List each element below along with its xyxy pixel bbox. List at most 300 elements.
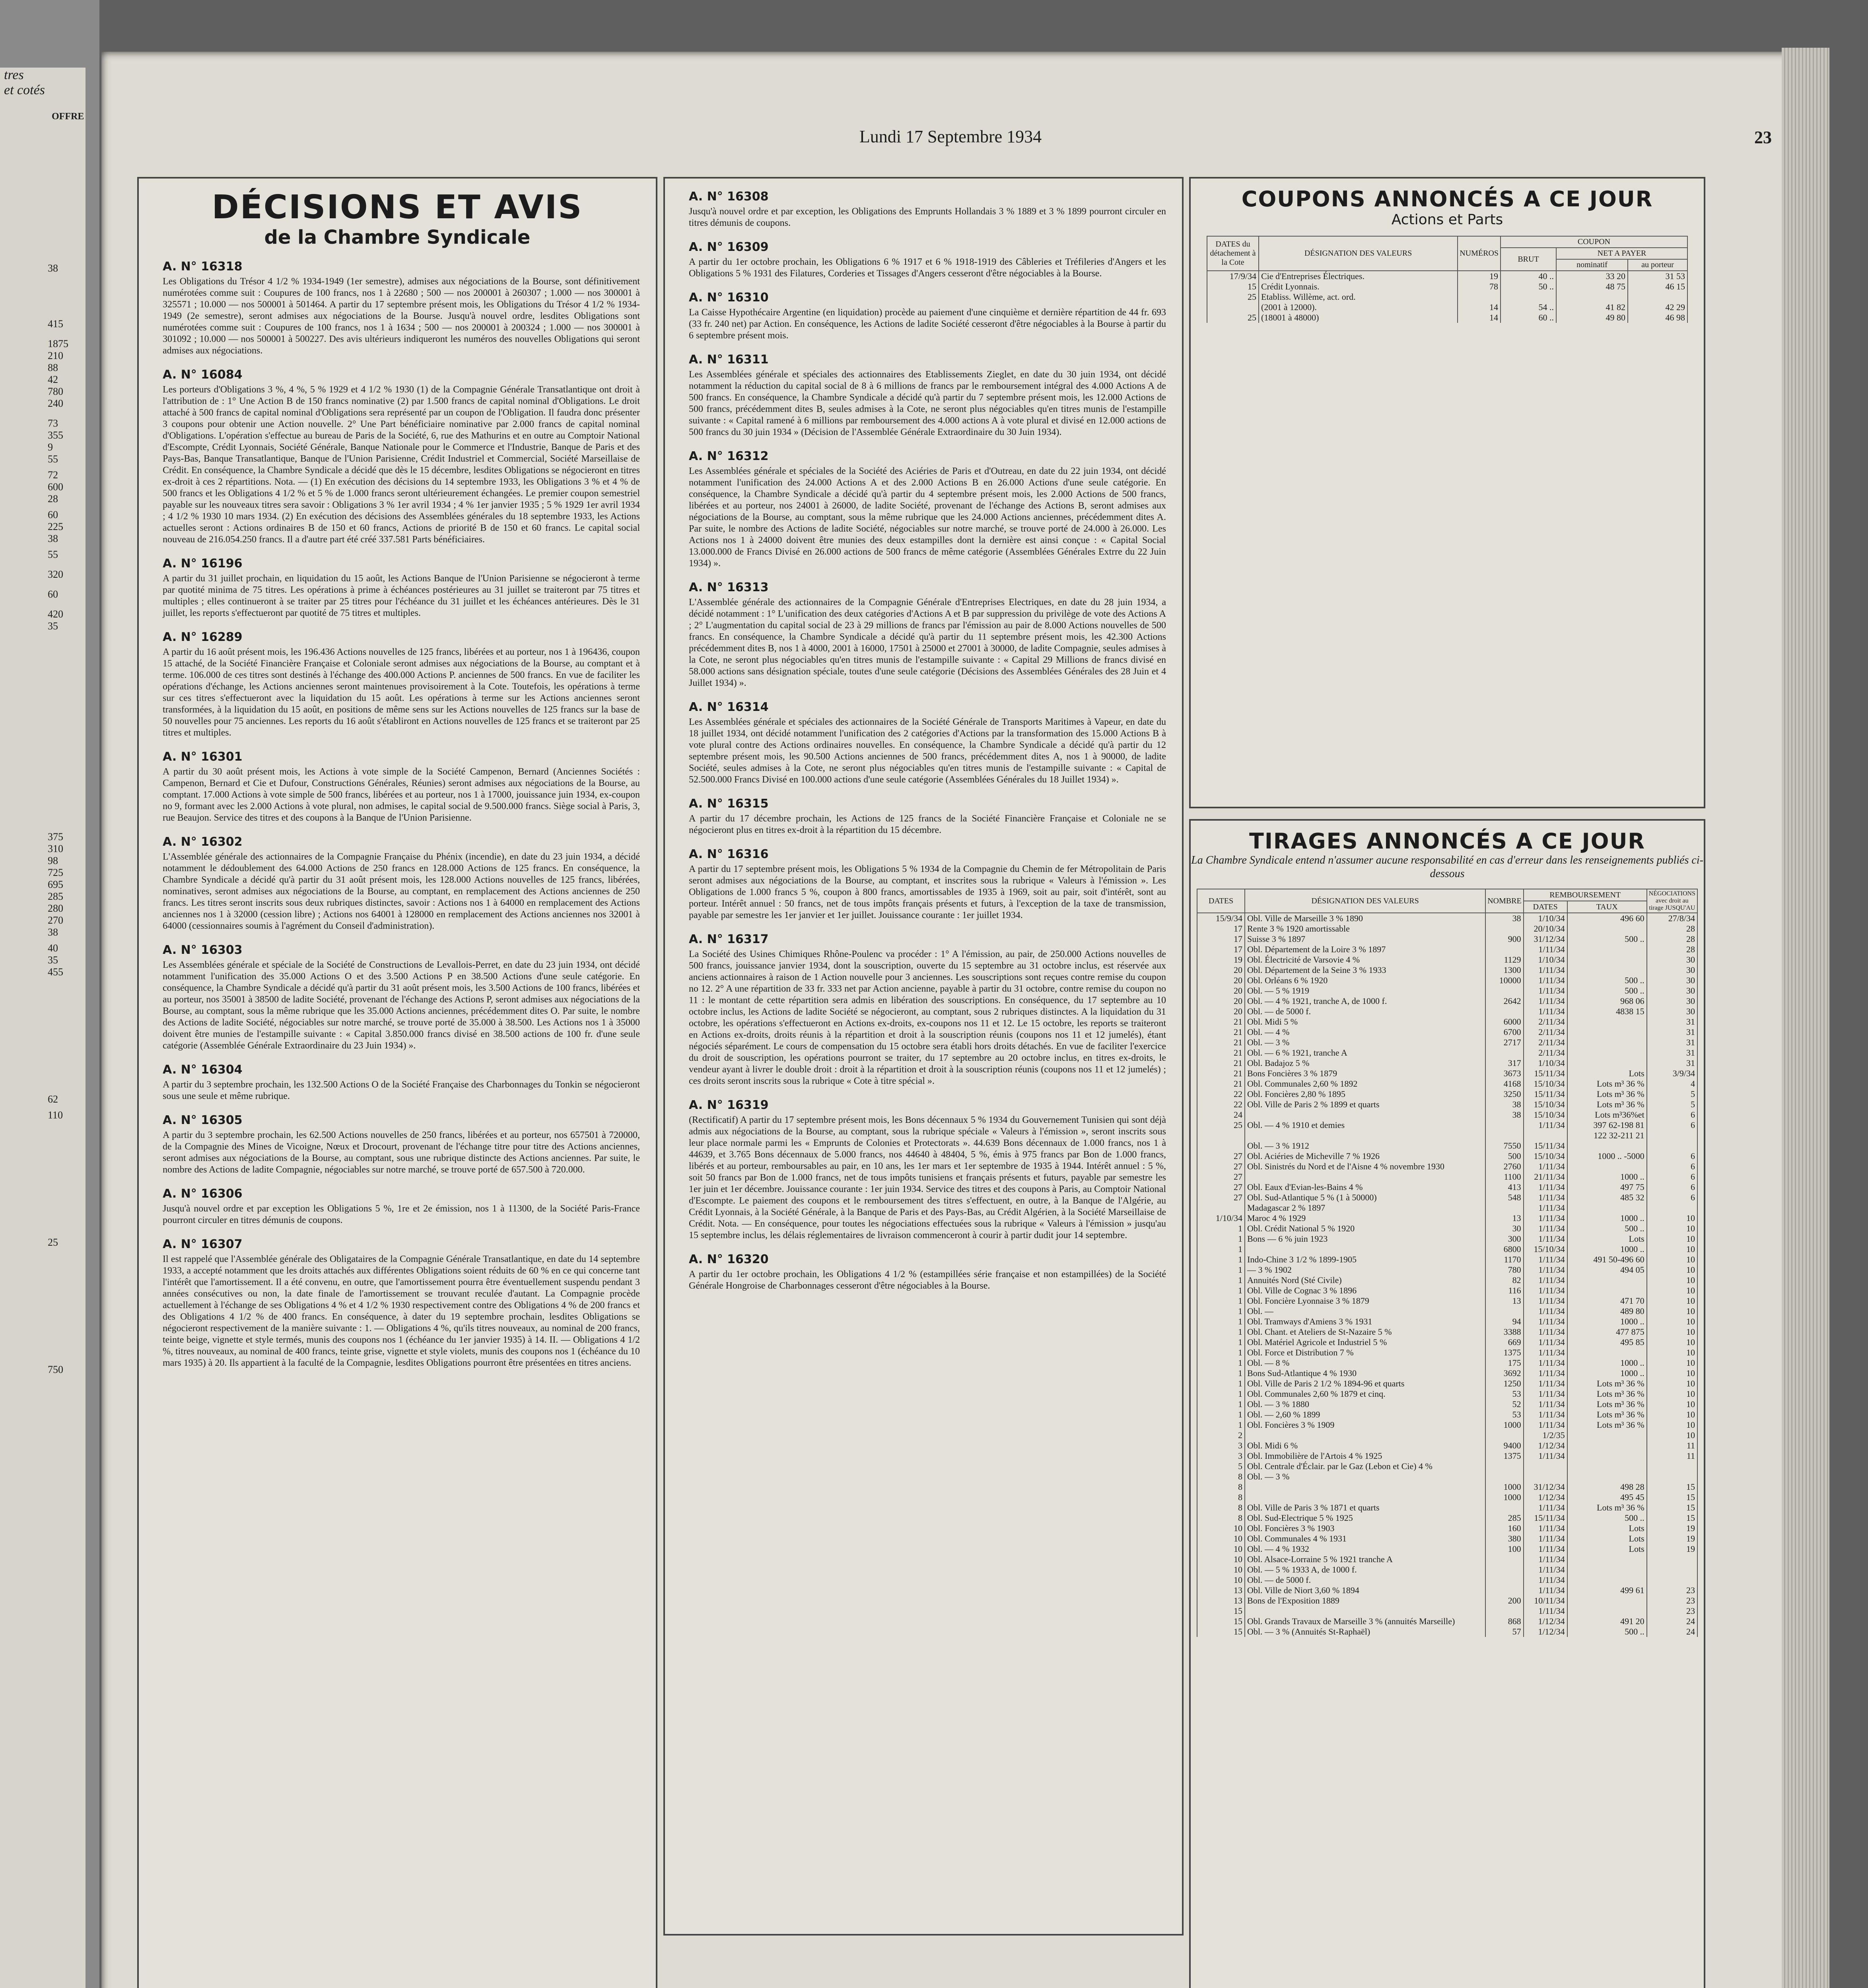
tirage-cell-neg [1647,1575,1697,1585]
tirage-cell-rdate: 1/11/34 [1524,1120,1567,1130]
tirage-cell-name: Annuités Nord (Sté Civile) [1245,1275,1485,1285]
middle-avis-list [665,190,1182,1292]
tirage-cell-rdate: 1/11/34 [1524,1192,1567,1203]
tirage-cell-name: Obl. Aciéries de Micheville 7 % 1926 [1245,1151,1485,1161]
tirage-cell-nombre [1485,1554,1524,1565]
tirages-header-dates: DATES [1197,889,1245,913]
avis-block [163,368,640,546]
tirage-cell-rdate: 15/10/34 [1524,1244,1567,1254]
tirages-header-remboursement: REMBOURSEMENT [1524,889,1647,901]
tirage-cell-name: Obl. Ville de Cognac 3 % 1896 [1245,1285,1485,1296]
avis-block [689,700,1166,786]
tirage-cell-name [1245,1110,1485,1120]
tirage-cell-date: 27 [1197,1161,1245,1172]
avis-text: A partir du 16 août présent mois, les 196.436 Actions nouvelles de 125 francs, libérées et au porteur, nos 1 à 196436, coupon 15 attaché, de la Société Financière Française et Coloniale seront admises aux négociations de la Bourse, au comptant et à terme. 106.000 de ces titres sont destinés à l'échange des 400.000 Actions P. anciennes de 500 francs. En vue de faciliter les opérations d'échange, les Actions anciennes seront maintenues provisoirement à la Cote. Toutefois, les opérations à terme sur ces titres s'effectueront avec la liquidation du 15 août. Les opérations à terme sur les Actions anciennes seront transformées, à la liquidation du 15 août, en positions de même sens sur les Actions nouvelles de 125 francs sur la base de 50 nouvelles pour 75 anciennes. Les reports du 16 août s'établiront en Actions nouvelles de 125 francs et se traiteront par 25 titres et multiples. [163,647,640,738]
prev-page-number: 35 [48,954,58,966]
tirage-cell-name: Obl. — 4 % 1910 et demies [1245,1120,1485,1130]
tirage-cell-name [1245,1430,1485,1441]
tirage-row [1197,1120,1697,1130]
tirage-cell-taux: 485 32 [1567,1192,1647,1203]
tirage-cell-rdate: 15/10/34 [1524,1151,1567,1161]
coupon-cell-date: 25 [1207,292,1259,302]
tirage-cell-neg: 10 [1647,1316,1697,1327]
tirage-cell-neg: 10 [1647,1430,1697,1441]
coupon-cell-nominatif: 41 82 [1556,302,1628,313]
tirage-cell-name: Obl. Ville de Marseille 3 % 1890 [1245,913,1485,924]
tirage-cell-neg: 10 [1647,1337,1697,1347]
tirage-cell-date: 10 [1197,1544,1245,1554]
tirage-cell-neg: 30 [1647,1006,1697,1017]
tirage-row [1197,1430,1697,1441]
tirages-table [1197,889,1698,1637]
coupon-cell-num: 14 [1458,302,1501,313]
tirage-row [1197,1223,1697,1234]
prev-page-number: 73 [48,417,58,429]
tirage-cell-date: 22 [1197,1089,1245,1099]
tirage-row [1197,1523,1697,1534]
tirage-cell-name: Obl. — 3 % [1245,1472,1485,1482]
tirage-cell-nombre: 900 [1485,934,1524,944]
tirage-cell-nombre: 3692 [1485,1368,1524,1378]
tirage-cell-neg: 28 [1647,934,1697,944]
tirage-cell-name: Obl. Foncière Lyonnaise 3 % 1879 [1245,1296,1485,1306]
prev-page-number: 225 [48,521,63,532]
tirage-row [1197,1079,1697,1089]
tirage-cell-date: 1 [1197,1378,1245,1389]
tirage-cell-rdate: 1/11/34 [1524,1306,1567,1316]
avis-block [163,1237,640,1369]
prev-page-number: 55 [48,549,58,560]
tirage-cell-rdate: 15/11/34 [1524,1068,1567,1079]
avis-text: A partir du 3 septembre prochain, les 62.500 Actions nouvelles de 250 francs, libérées et au porteur, nos 657501 à 720000, de la Compagnie des Mines de Vicoigne, Nœux et Drocourt, provenant de l'échange titre pour titre des Actions anciennes, seront admises aux négociations de la Bourse, au comptant, sous une rubrique distincte des Actions anciennes. Par suite, le nombre des Actions de ladite Compagnie, négociables sur notre marché, se trouve porté de 657.500 à 720.000. [163,1130,640,1175]
tirage-cell-nombre [1485,1575,1524,1585]
avis-block [689,797,1166,836]
tirage-cell-nombre: 116 [1485,1285,1524,1296]
tirage-row [1197,975,1697,986]
tirage-cell-taux: Lots m³ 36 % [1567,1389,1647,1399]
tirage-row [1197,1565,1697,1575]
tirages-title: TIRAGES ANNONCÉS A CE JOUR [1249,829,1646,854]
prev-page-number: 240 [48,398,63,409]
tirage-cell-rdate: 1/11/34 [1524,1182,1567,1192]
tirage-cell-nombre [1485,1006,1524,1017]
tirage-cell-date: 10 [1197,1554,1245,1565]
tirage-cell-neg: 10 [1647,1234,1697,1244]
tirage-cell-nombre: 10000 [1485,975,1524,986]
tirage-cell-taux: 122 32-211 21 [1567,1130,1647,1141]
tirage-cell-date: 8 [1197,1492,1245,1503]
coupon-cell-date: 15 [1207,282,1259,292]
avis-text: Les Assemblées générale et spéciales des actionnaires de la Société Générale de Transports Maritimes à Vapeur, en date du 18 juillet 1934, ont décidé notamment l'unification des 2 catégories d'Actions par la transformation des 15.000 Actions B à vote plural contre des Actions ordinaires nouvelles. En conséquence, la Chambre Syndicale a décidé qu'à partir du 12 septembre présent mois, les 90.500 Actions anciennes de 500 francs, précédemment dites A, nos 1 à 90000, de ladite Société, seules admises à la Cote, ne seront plus négociables qu'en titres munis de l'estampille suivante : « Capital de 52.500.000 Francs Divisé en 100.000 actions d'une seule catégorie (Assemblées Générales du 18 Juillet 1934) ». [689,717,1166,785]
prev-page-number: 38 [48,926,58,938]
tirage-cell-taux [1567,1554,1647,1565]
tirage-cell-nombre [1485,1430,1524,1441]
tirage-cell-taux: 495 45 [1567,1492,1647,1503]
coupon-cell-date: 17/9/34 [1207,271,1259,282]
avis-number: A. N° 16304 [163,1063,243,1077]
tirage-cell-nombre: 7550 [1485,1141,1524,1151]
tirage-cell-nombre: 413 [1485,1182,1524,1192]
tirage-cell-name: Obl. — 3 % (Annuités St-Raphaël) [1245,1627,1485,1637]
tirage-cell-rdate: 1/11/34 [1524,1420,1567,1430]
tirage-row [1197,1503,1697,1513]
tirage-row [1197,1513,1697,1523]
tirage-cell-date: 8 [1197,1503,1245,1513]
tirage-row [1197,1172,1697,1182]
tirage-cell-name [1245,1482,1485,1492]
tirage-cell-rdate: 31/12/34 [1524,1482,1567,1492]
coupon-cell-name: (18001 à 48000) [1259,313,1458,323]
tirage-cell-neg: 6 [1647,1172,1697,1182]
tirage-cell-name: Bons Foncières 3 % 1879 [1245,1068,1485,1079]
avis-text: Les Assemblées générale et spéciale de la Société de Constructions de Levallois-Perret, en date du 23 juin 1934, ont décidé notamment l'unification des 35.000 Actions O et des 3.500 Actions P en 38.500 Actions d'une seule catégorie. En conséquence, la Chambre Syndicale a décidé qu'à partir du 31 août présent mois, les 3.500 Actions de 100 francs, libérées et au porteur, nos 35001 à 38500 de ladite Société, provenant de l'échange des Actions P, seront admises aux négociations de la Bourse, au comptant, sous la même rubrique que les 35.000 Actions anciennes, précédemment dites O. Par suite, le nombre des Actions de ladite Société, négociables sur notre marché, se trouve porté de 35.000 à 38.500. Les Actions nos 1 à 35000 doivent être munies de l'estampille suivante : « Capital 3.850.000 francs divisé en 38.500 actions de 100 fr. d'une seule catégorie (Assemblée Générale Extraordinaire du 23 Juin 1934) ». [163,960,640,1051]
tirage-cell-taux [1567,1141,1647,1151]
coupon-cell-brut: 60 .. [1501,313,1556,323]
tirage-cell-nombre: 6800 [1485,1244,1524,1254]
tirage-cell-nombre: 1250 [1485,1378,1524,1389]
tirage-cell-taux: Lots m³ 36 % [1567,1503,1647,1513]
tirage-cell-date: 1 [1197,1368,1245,1378]
prev-page-number: 320 [48,569,63,580]
tirage-cell-rdate [1524,1130,1567,1141]
tirage-cell-rdate: 21/11/34 [1524,1172,1567,1182]
coupon-cell-num: 78 [1458,282,1501,292]
tirage-cell-name: Obl. — de 5000 f. [1245,1575,1485,1585]
tirage-row [1197,1461,1697,1472]
tirage-cell-nombre: 53 [1485,1389,1524,1399]
tirage-cell-date: 1 [1197,1409,1245,1420]
avis-block [689,1252,1166,1292]
prev-page-number: 725 [48,867,63,878]
tirage-cell-rdate: 1/2/35 [1524,1430,1567,1441]
tirage-cell-taux [1567,1565,1647,1575]
prev-page-number: 695 [48,879,63,890]
tirage-cell-neg: 31 [1647,1048,1697,1058]
tirage-row [1197,1554,1697,1565]
tirage-row [1197,1161,1697,1172]
prev-page-number: 750 [48,1364,63,1375]
tirage-cell-nombre [1485,1120,1524,1130]
avis-text: Les porteurs d'Obligations 3 %, 4 %, 5 % 1929 et 4 1/2 % 1930 (1) de la Compagnie Générale Transatlantique ont droit à l'attribution de : 1° Une Action B de 150 francs nominative (2) par 1.500 francs de capital nominal d'Obligations. Le droit attaché à 500 francs de capital nominal d'Obligations sera représenté par un coupon de l'Obligation. Il faudra donc présenter 3 coupons pour obtenir une Action nouvelle. 2° Une Part bénéficiaire nominative par 2.000 francs de capital nominal d'Obligations. L'opération s'effectue au bureau de Paris de la Société, 6, rue des Mathurins et en outre au Comptoir National d'Escompte, Crédit Lyonnais, Société Générale, Banque Nationale pour le Commerce et l'Industrie, Banque de Paris et des Pays-Bas, Banque Transatlantique, Banque de l'Union Parisienne, Crédit Industriel et Commercial, Société Marseillaise de Crédit. En conséquence, la Chambre Syndicale a décidé que dès le 15 décembre, lesdites Obligations se négocieront en titres ex-droit à ces 2 répartitions. Nota. — (1) En exécution des décisions du 14 septembre 1933, les Obligations 3 % et 4 % de 500 francs et les Obligations 4 1/2 % et 5 % de 1.000 francs seront ultérieurement échangées. Le premier coupon semestriel payable sur les nouveaux titres sera savoir : Obligations 3 % 1er avril 1934 ; 4 % 1er janvier 1935 ; 5 % 1929 1er avril 1934 ; 4 1/2 % 1930 10 mars 1934. (2) En exécution des décisions des Assemblées générales du 18 septembre 1933, les Actions actuelles seront : Actions ordinaires B de 150 et 60 francs, Actions de priorité B de 150 et 60 francs. Le capital social nouveau de 216.054.250 francs. Il a d'autre part été créé 337.581 Parts bénéficiaires. [163,384,640,545]
tirage-cell-neg: 3/9/34 [1647,1068,1697,1079]
prev-page-number: 42 [48,374,58,385]
tirage-cell-name: Obl. Département de la Seine 3 % 1933 [1245,965,1485,975]
tirage-cell-rdate: 1/11/34 [1524,1358,1567,1368]
tirage-cell-taux: 491 20 [1567,1616,1647,1627]
tirage-row [1197,1327,1697,1337]
tirage-row [1197,1265,1697,1275]
tirage-cell-name: Indo-Chine 3 1/2 % 1899-1905 [1245,1254,1485,1265]
tirage-cell-nombre [1485,1585,1524,1596]
tirage-cell-name: Bons — 6 % juin 1923 [1245,1234,1485,1244]
tirage-cell-neg: 31 [1647,1027,1697,1037]
tirage-cell-taux [1567,1430,1647,1441]
tirage-cell-date: 1 [1197,1296,1245,1306]
tirage-cell-taux: 1000 .. [1567,1316,1647,1327]
prev-page-number: 40 [48,942,58,954]
tirage-cell-nombre: 285 [1485,1513,1524,1523]
tirage-cell-name [1245,1492,1485,1503]
avis-number: A. N° 16301 [163,750,243,764]
tirage-cell-name: Obl. — de 5000 f. [1245,1006,1485,1017]
tirage-cell-name: Rente 3 % 1920 amortissable [1245,924,1485,934]
tirage-cell-neg: 10 [1647,1389,1697,1399]
tirage-cell-name: Obl. Foncières 3 % 1903 [1245,1523,1485,1534]
tirage-cell-name: Obl. Électricité de Varsovie 4 % [1245,955,1485,965]
avis-block [163,1113,640,1176]
avis-number: A. N° 16318 [163,260,243,274]
avis-text: La Société des Usines Chimiques Rhône-Poulenc va procéder : 1° A l'émission, au pair, de 250.000 Actions nouvelles de 500 francs, jouissance janvier 1934, dont la souscription, ouverte du 15 septembre au 31 octobre inclus, est réservée aux anciens actionnaires à raison de 1 Action nouvelle pour 3 anciennes. Les souscriptions sont reçues contre remise du coupon no 12. 2° A une répartition de 33 fr. 333 net par Action ancienne, payable à partir du 31 octobre, contre remise du coupon no 11 : le montant de cette répartition sera admis en libération des souscriptions. En conséquence, du 17 septembre au 10 octobre inclus, les Actions de ladite Société se négocieront, au comptant, sous 2 rubriques distinctes. A la liquidation du 31 octobre, les opérations s'effectueront en Actions ex-droits, ex-coupons nos 11 et 12. Le 15 octobre, les reports se traiteront en Actions ex-droits, droits réunis à la répartition et droit à la souscription réunis (coupons nos 11 et 12 jumelés), étant négociés séparément. Le cours de compensation du 15 octobre sera établi hors droits détachés. En vue de faciliter l'exercice du droit de souscription, les opérations pourront se traiter, du 17 septembre au 20 octobre inclus, en titres ex-droits, le vendeur ayant à livrer le double droit : droit à la répartition et droit à la souscription réunis (coupons nos 11 et 12 jumelés) ; ces droits seront inscrits sous la rubrique « Cote à titre spécial ». [689,949,1166,1086]
tirage-cell-neg: 10 [1647,1409,1697,1420]
coupons-header-net: NET A PAYER [1556,248,1687,259]
prev-column-header: OFFRE [52,111,84,122]
tirage-cell-date: 10 [1197,1565,1245,1575]
prev-page-number: 270 [48,914,63,926]
tirage-cell-date: 1 [1197,1306,1245,1316]
tirage-cell-neg: 27/8/34 [1647,913,1697,924]
tirage-cell-date: 1 [1197,1234,1245,1244]
page-number: 23 [1754,128,1772,147]
tirage-cell-nombre: 1100 [1485,1172,1524,1182]
prev-page-number: 9 [48,441,53,453]
tirage-cell-name: Obl. Ville de Niort 3,60 % 1894 [1245,1585,1485,1596]
tirage-cell-neg: 6 [1647,1151,1697,1161]
tirage-cell-neg: 10 [1647,1378,1697,1389]
coupons-table [1207,236,1688,323]
tirage-cell-nombre [1485,1048,1524,1058]
tirage-cell-rdate: 1/11/34 [1524,1347,1567,1358]
tirage-cell-neg [1647,1130,1697,1141]
tirage-row [1197,1378,1697,1389]
tirage-cell-neg: 15 [1647,1482,1697,1492]
tirage-cell-date: 27 [1197,1182,1245,1192]
tirage-cell-nombre: 160 [1485,1523,1524,1534]
avis-number: A. N° 16315 [689,797,769,811]
tirage-cell-taux [1567,1596,1647,1606]
tirage-cell-date: 1 [1197,1285,1245,1296]
tirage-row [1197,913,1697,924]
tirage-cell-taux: 477 875 [1567,1327,1647,1337]
tirage-cell-neg: 10 [1647,1306,1697,1316]
avis-text: L'Assemblée générale des actionnaires de la Compagnie Française du Phénix (incendie), en date du 23 juin 1934, a décidé notamment le dédoublement des 64.000 Actions de 250 francs en 128.000 Actions de 125 francs. En conséquence, la Chambre Syndicale a décidé qu'à partir du 31 août présent mois, les 128.000 Actions nouvelles de 125 francs, libérées, nominatives, seront admises aux négociations de la Bourse, au comptant, en remplacement des Actions anciennes de 250 francs. Les titres seront inscrits sous deux rubriques distinctes, savoir : Actions nos 1 à 64000 en remplacement des Actions anciennes nos 1 à 32000 (cession libre) ; Actions nos 64001 à 128000 en remplacement des Actions anciennes nos 32001 à 64000 (cessionnaires soumis à l'agrément du Conseil d'administration). [163,852,640,931]
tirage-cell-date: 17 [1197,934,1245,944]
tirage-cell-taux: 500 .. [1567,934,1647,944]
tirage-cell-nombre [1485,1503,1524,1513]
tirage-row [1197,1420,1697,1430]
tirage-row [1197,1037,1697,1048]
avis-text: A partir du 31 juillet prochain, en liquidation du 15 août, les Actions Banque de l'Union Parisienne se négocieront à terme par quotité minima de 75 titres. Les opérations à prime à échéances postérieures au 31 juillet se traiteront par 75 titres et multiples ; elles continueront à se traiter par 25 titres pour l'échéance du 31 juillet et les échéances antérieures. Dès le 31 juillet, les reports s'effectueront par quotité de 75 titres et multiples. [163,573,640,618]
middle-column [663,177,1184,1936]
tirage-cell-taux: 489 80 [1567,1306,1647,1316]
tirage-cell-neg [1647,1461,1697,1472]
decisions-list [139,260,656,1369]
tirage-cell-date: 21 [1197,1068,1245,1079]
tirage-cell-rdate: 1/11/34 [1524,986,1567,996]
tirage-cell-neg: 10 [1647,1347,1697,1358]
tirage-cell-taux: 498 28 [1567,1482,1647,1492]
tirage-cell-name: — 3 % 1902 [1245,1265,1485,1275]
tirage-row [1197,1110,1697,1120]
tirage-cell-rdate: 1/11/34 [1524,1368,1567,1378]
tirage-cell-taux [1567,1203,1647,1213]
tirage-cell-nombre: 9400 [1485,1441,1524,1451]
tirage-cell-date: 27 [1197,1151,1245,1161]
avis-text: Les Assemblées générale et spéciales des actionnaires des Etablissements Zieglet, en date du 30 juin 1934, ont décidé notamment la réduction du capital social de 8 à 6 millions de francs par le remboursement intégral des 4.000 Actions A de 500 francs. En conséquence, la Chambre Syndicale a décidé qu'à partir du 7 septembre présent mois, les 12.000 Actions de 500 francs, précédemment dites B, seules admises à la Cote, ne seront plus négociables qu'en titres munis de l'estampille suivante : « Capital ramené à 6 millions par remboursement des 4.000 actions A à vote plural et divisé en 12.000 actions de 500 francs du 30 juin 1934 » (Décision de l'Assemblée Générale Extraordinaire du 30 Juin 1934). [689,369,1166,437]
tirage-cell-name: Obl. Tramways d'Amiens 3 % 1931 [1245,1316,1485,1327]
tirage-cell-rdate: 1/11/34 [1524,1327,1567,1337]
tirage-row [1197,1482,1697,1492]
tirage-cell-name: Obl. Midi 5 % [1245,1017,1485,1027]
tirage-cell-taux [1567,1606,1647,1616]
tirage-cell-taux: 495 85 [1567,1337,1647,1347]
tirage-cell-date: 20 [1197,975,1245,986]
tirage-row [1197,1254,1697,1265]
prev-page-number: 28 [48,493,58,505]
prev-page-number: 98 [48,855,58,866]
tirage-cell-name: Obl. Centrale d'Éclair. par le Gaz (Lebon et Cie) 4 % [1245,1461,1485,1472]
tirage-row [1197,1089,1697,1099]
tirage-cell-rdate: 1/11/34 [1524,1575,1567,1585]
tirage-cell-taux: 491 50-496 60 [1567,1254,1647,1265]
tirage-cell-neg: 23 [1647,1606,1697,1616]
page-date-header: Lundi 17 Septembre 1934 [859,127,1042,146]
coupon-cell-porteur: 46 98 [1628,313,1687,323]
tirage-cell-taux: Lots [1567,1234,1647,1244]
avis-block [689,580,1166,689]
tirage-cell-date: 15 [1197,1606,1245,1616]
tirage-cell-rdate: 1/11/34 [1524,1409,1567,1420]
tirage-cell-date: 20 [1197,1006,1245,1017]
tirage-cell-taux: 497 75 [1567,1182,1647,1192]
tirage-cell-rdate: 1/11/34 [1524,1234,1567,1244]
prev-title-fragment-2: et cotés [4,83,45,97]
tirage-cell-taux: 1000 .. [1567,1172,1647,1182]
tirage-row [1197,1472,1697,1482]
tirage-cell-taux: 499 61 [1567,1585,1647,1596]
avis-block [163,557,640,619]
tirage-cell-date: 21 [1197,1079,1245,1089]
coupon-row [1207,271,1687,282]
tirage-cell-name: Obl. Sud-Atlantique 5 % (1 à 50000) [1245,1192,1485,1203]
tirage-cell-name: Obl. Eaux d'Evian-les-Bains 4 % [1245,1182,1485,1192]
tirages-header-rdates: DATES [1524,901,1567,913]
tirage-cell-neg: 10 [1647,1213,1697,1223]
avis-text: L'Assemblée générale des actionnaires de la Compagnie Générale d'Entreprises Electriques, en date du 28 juin 1934, a décidé notamment : 1° L'unification des deux catégories d'Actions A et B par suppression du privilège de vote des Actions A ; 2° L'augmentation du capital social de 23 à 29 millions de francs par l'émission au pair de 8.000 Actions nouvelles de 500 francs. En conséquence, la Chambre Syndicale a décidé qu'à partir du 11 septembre présent mois, les 42.300 Actions précédemment dites B, nos 1 à 4000, 2001 à 16000, 17501 à 25000 et 27001 à 30000, de ladite Compagnie, seules admises à la Cote, ne seront plus négociables qu'en titres munis de l'estampille suivante : « Capital 29 Millions de francs divisé en 58.000 actions sans désignation spéciale, toutes d'une seule catégorie (Décisions des Assemblées Générales des 28 Juin et 4 Juillet 1934) ». [689,597,1166,688]
tirage-cell-name: Obl. — 8 % [1245,1358,1485,1368]
tirage-cell-date: 1 [1197,1265,1245,1275]
tirage-row [1197,955,1697,965]
avis-number: A. N° 16311 [689,353,769,367]
tirage-cell-name: Bons de l'Exposition 1889 [1245,1596,1485,1606]
tirage-row [1197,1099,1697,1110]
tirage-cell-taux [1567,924,1647,934]
tirage-cell-taux: 968 06 [1567,996,1647,1006]
tirage-cell-date: 17 [1197,924,1245,934]
tirage-cell-nombre: 200 [1485,1596,1524,1606]
tirage-cell-date: 21 [1197,1027,1245,1037]
tirage-cell-rdate: 1/11/34 [1524,1451,1567,1461]
tirage-cell-neg: 30 [1647,975,1697,986]
tirage-row [1197,1441,1697,1451]
prev-page-number: 62 [48,1093,58,1105]
avis-number: A. N° 16320 [689,1252,769,1266]
tirage-cell-rdate: 1/11/34 [1524,1585,1567,1596]
tirage-cell-nombre [1485,924,1524,934]
tirage-cell-name: Obl. Midi 6 % [1245,1441,1485,1451]
avis-number: A. N° 16308 [689,190,769,204]
tirage-cell-name: Maroc 4 % 1929 [1245,1213,1485,1223]
tirage-cell-name: Obl. Ville de Paris 2 % 1899 et quarts [1245,1099,1485,1110]
tirage-cell-name: Obl. — 3 % 1880 [1245,1399,1485,1409]
tirage-cell-date: 21 [1197,1017,1245,1027]
tirage-cell-neg: 10 [1647,1327,1697,1337]
tirage-cell-date: 1 [1197,1420,1245,1430]
tirage-cell-taux: 494 05 [1567,1265,1647,1275]
tirage-cell-neg: 10 [1647,1420,1697,1430]
tirage-cell-name: Obl. Sinistrés du Nord et de l'Aisne 4 % novembre 1930 [1245,1161,1485,1172]
tirage-cell-taux: 4838 15 [1567,1006,1647,1017]
tirage-cell-taux [1567,1037,1647,1048]
tirage-row [1197,1213,1697,1223]
coupon-row [1207,292,1687,302]
tirage-cell-nombre [1485,986,1524,996]
tirage-cell-neg: 19 [1647,1523,1697,1534]
avis-block [689,449,1166,569]
tirage-cell-taux: 1000 .. [1567,1213,1647,1223]
tirages-subtitle: La Chambre Syndicale entend n'assumer aucune responsabilité en cas d'erreur dans les renseignements publiés ci-dessous [1191,854,1703,880]
tirage-cell-rdate: 1/11/34 [1524,944,1567,955]
tirage-cell-rdate: 15/11/34 [1524,1089,1567,1099]
tirage-cell-nombre: 6700 [1485,1027,1524,1037]
tirage-cell-nombre: 548 [1485,1192,1524,1203]
tirage-row [1197,1596,1697,1606]
tirage-row [1197,1130,1697,1141]
tirage-cell-date: 27 [1197,1192,1245,1203]
avis-number: A. N° 16084 [163,368,243,382]
tirage-cell-neg: 28 [1647,944,1697,955]
avis-block [163,630,640,739]
tirage-cell-nombre: 1129 [1485,955,1524,965]
tirage-cell-name: Suisse 3 % 1897 [1245,934,1485,944]
tirage-row [1197,1544,1697,1554]
coupons-header-porteur: au porteur [1628,259,1687,271]
tirage-cell-nombre [1485,1461,1524,1472]
tirage-cell-taux [1567,1017,1647,1027]
tirage-cell-name: Obl. — 4 % 1921, tranche A, de 1000 f. [1245,996,1485,1006]
tirage-cell-rdate: 1/12/34 [1524,1441,1567,1451]
tirage-cell-rdate [1524,1461,1567,1472]
coupon-cell-date: 25 [1207,313,1259,323]
tirage-cell-taux [1567,944,1647,955]
tirage-cell-nombre: 1000 [1485,1492,1524,1503]
avis-block [689,847,1166,921]
tirage-cell-neg: 6 [1647,1120,1697,1130]
avis-block [689,353,1166,438]
prev-page-number: 38 [48,533,58,544]
tirage-cell-neg: 11 [1647,1451,1697,1461]
tirage-cell-taux: 500 .. [1567,986,1647,996]
coupons-header-dates: DATES du détachement à la Cote [1207,236,1259,271]
prev-page-number: 25 [48,1237,58,1248]
tirage-cell-neg: 15 [1647,1492,1697,1503]
tirage-cell-rdate: 1/11/34 [1524,1606,1567,1616]
decisions-column [137,177,657,1988]
coupons-header-coupon: COUPON [1501,236,1687,248]
tirage-cell-rdate: 31/12/34 [1524,934,1567,944]
avis-text: (Rectificatif) A partir du 17 septembre présent mois, les Bons décennaux 5 % 1934 du Gouvernement Tunisien qui sont déjà admis aux négociations de la Bourse, au comptant, sous la rubrique spéciale « Valeurs à l'émission », seront inscrits sous leur place normale parmi les « Emprunts de Colonies et Protectorats ». 44.639 Bons décennaux de 1.000 francs, nos 1 à 44639, et 3.765 Bons décennaux de 5.000 francs, nos 44640 à 48404, 5 %, émis à 975 francs par Bon de 1.000 francs, libérés et au porteur, remboursables au pair, en 10 ans, les 1er mars et 1er septembre de 1935 à 1944. Intérêt annuel : 5 %, soit 50 francs par Bon de 1.000 francs, net de tous impôts tunisiens et français présents et futurs, payable par semestre les 1er juin et 1er décembre. Jouissance courante : 1er juin 1934. Service des titres et des coupons à Paris, au Comptoir National d'Escompte. Le paiement des coupons et le remboursement des titres s'effectuent, en outre, à la Banque de l'Algérie, au Crédit Lyonnais, à la Société Générale, à la Banque de Paris et des Pays-Bas, au Crédit Algérien, à la Société Marseillaise de Crédit. Nota. — En conséquence, pour toutes les négociations effectuées sous la rubrique « Valeurs à l'émission » jusqu'au 15 septembre inclus, les délais réglementaires de livraison commenceront à courir à partir dudit jour 14 septembre. [689,1115,1166,1241]
tirage-cell-date: 15 [1197,1616,1245,1627]
tirage-cell-nombre: 38 [1485,1110,1524,1120]
